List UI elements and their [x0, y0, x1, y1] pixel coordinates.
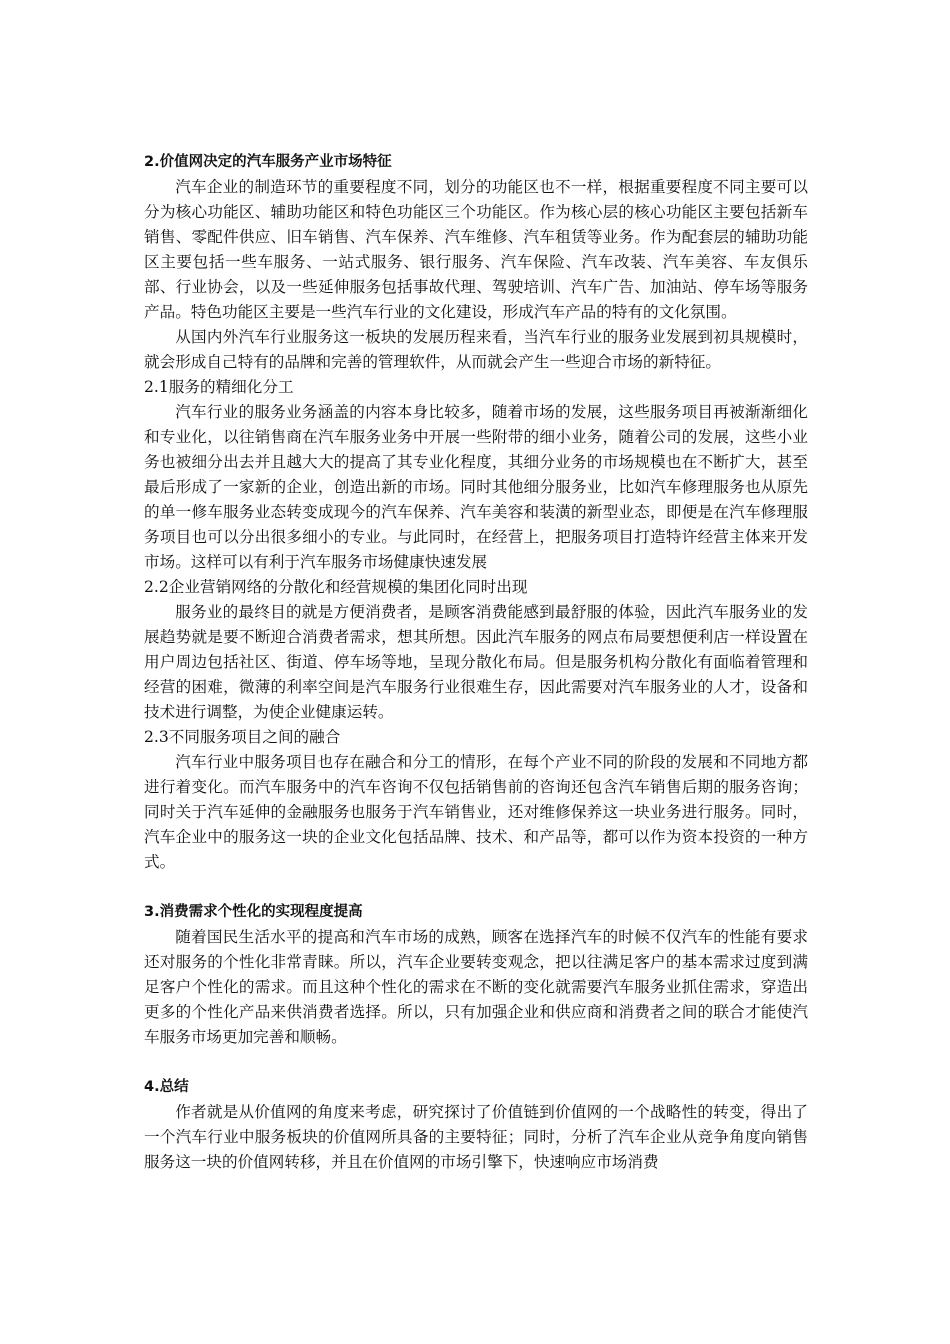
spacer — [144, 1050, 808, 1075]
paragraph: 服务业的最终目的就是方便消费者，是顾客消费能感到最舒服的体验，因此汽车服务业的发展趋势就是要不断迎合消费者需求，想其所想。因此汽车服务的网点布局要想便利店一样设置在用户周边包括社区、街道、停车场等地，呈现分散化布局。但是服务机构分散化有面临着管理和经营的困难，微薄的利率空间是汽车服务行业很难生存，因此需要对汽车服务业的人才，设备和技术进行调整，为使企业健康运转。 — [144, 603, 808, 721]
paragraph: 作者就是从价值网的角度来考虑，研究探讨了价值链到价值网的一个战略性的转变，得出了一个汽车行业中服务板块的价值网所具备的主要特征；同时，分析了汽车企业从竞争角度向销售服务这一块的价值网转移，并且在价值网的市场引擎下，快速响应市场消费 — [144, 1103, 808, 1171]
document-page — [144, 150, 808, 1175]
paragraph: 随着国民生活水平的提高和汽车市场的成熟，顾客在选择汽车的时候不仅汽车的性能有要求还对服务的个性化非常青睐。所以，汽车企业要转变观念，把以往满足客户的基本需求过度到满足客户个性化的需求。而且这种个性化的需求在不断的变化就需要汽车服务业抓住需求，穿造出更多的个性化产品来供消费者选择。所以，只有加强企业和供应商和消费者之间的联合才能使汽车服务市场更加完善和顺畅。 — [144, 928, 808, 1046]
subsection-heading: 2.2企业营销网络的分散化和经营规模的集团化同时出现 — [144, 578, 528, 596]
spacer — [144, 875, 808, 900]
paragraph: 从国内外汽车行业服务这一板块的发展历程来看，当汽车行业的服务业发展到初具规模时，就会形成自己特有的品牌和完善的管理软件，从而就会产生一些迎合市场的新特征。 — [144, 328, 808, 371]
subsection-heading: 2.3不同服务项目之间的融合 — [144, 728, 341, 746]
paragraph: 汽车企业的制造环节的重要程度不同，划分的功能区也不一样，根据重要程度不同主要可以分为核心功能区、辅助功能区和特色功能区三个功能区。作为核心层的核心功能区主要包括新车销售、零配件供应、旧车销售、汽车保养、汽车维修、汽车租赁等业务。作为配套层的辅助功能区主要包括一些车服务、一站式服务、银行服务、汽车保险、汽车改装、汽车美容、车友俱乐部、行业协会，以及一些延伸服务包括事故代理、驾驶培训、汽车广告、加油站、停车场等服务产品。特色功能区主要是一些汽车行业的文化建设，形成汽车产品的特有的文化氛围。 — [144, 178, 808, 321]
paragraph: 汽车行业中服务项目也存在融合和分工的情形，在每个产业不同的阶段的发展和不同地方都进行着变化。而汽车服务中的汽车咨询不仅包括销售前的咨询还包含汽车销售后期的服务咨询；同时关于汽车延伸的金融服务也服务于汽车销售业，还对维修保养这一块业务进行服务。同时，汽车企业中的服务这一块的企业文化包括品牌、技术、和产品等，都可以作为资本投资的一种方式。 — [144, 753, 808, 871]
section-heading: 3.消费需求个性化的实现程度提高 — [144, 904, 363, 920]
paragraph: 汽车行业的服务业务涵盖的内容本身比较多，随着市场的发展，这些服务项目再被渐渐细化和专业化，以往销售商在汽车服务业务中开展一些附带的细小业务，随着公司的发展，这些小业务也被细分出去并且越大大的提高了其专业化程度，其细分业务的市场规模也在不断扩大，甚至最后形成了一家新的企业，创造出新的市场。同时其他细分服务业，比如汽车修理服务也从原先的单一修车服务业态转变成现今的汽车保养、汽车美容和装潢的新型业态，即便是在汽车修理服务项目也可以分出很多细小的专业。与此同时，在经营上，把服务项目打造特许经营主体来开发市场。这样可以有利于汽车服务市场健康快速发展 — [144, 403, 808, 571]
section-heading: 4.总结 — [144, 1079, 189, 1095]
subsection-heading: 2.1服务的精细化分工 — [144, 378, 294, 396]
section-heading: 2.价值网决定的汽车服务产业市场特征 — [144, 154, 392, 170]
